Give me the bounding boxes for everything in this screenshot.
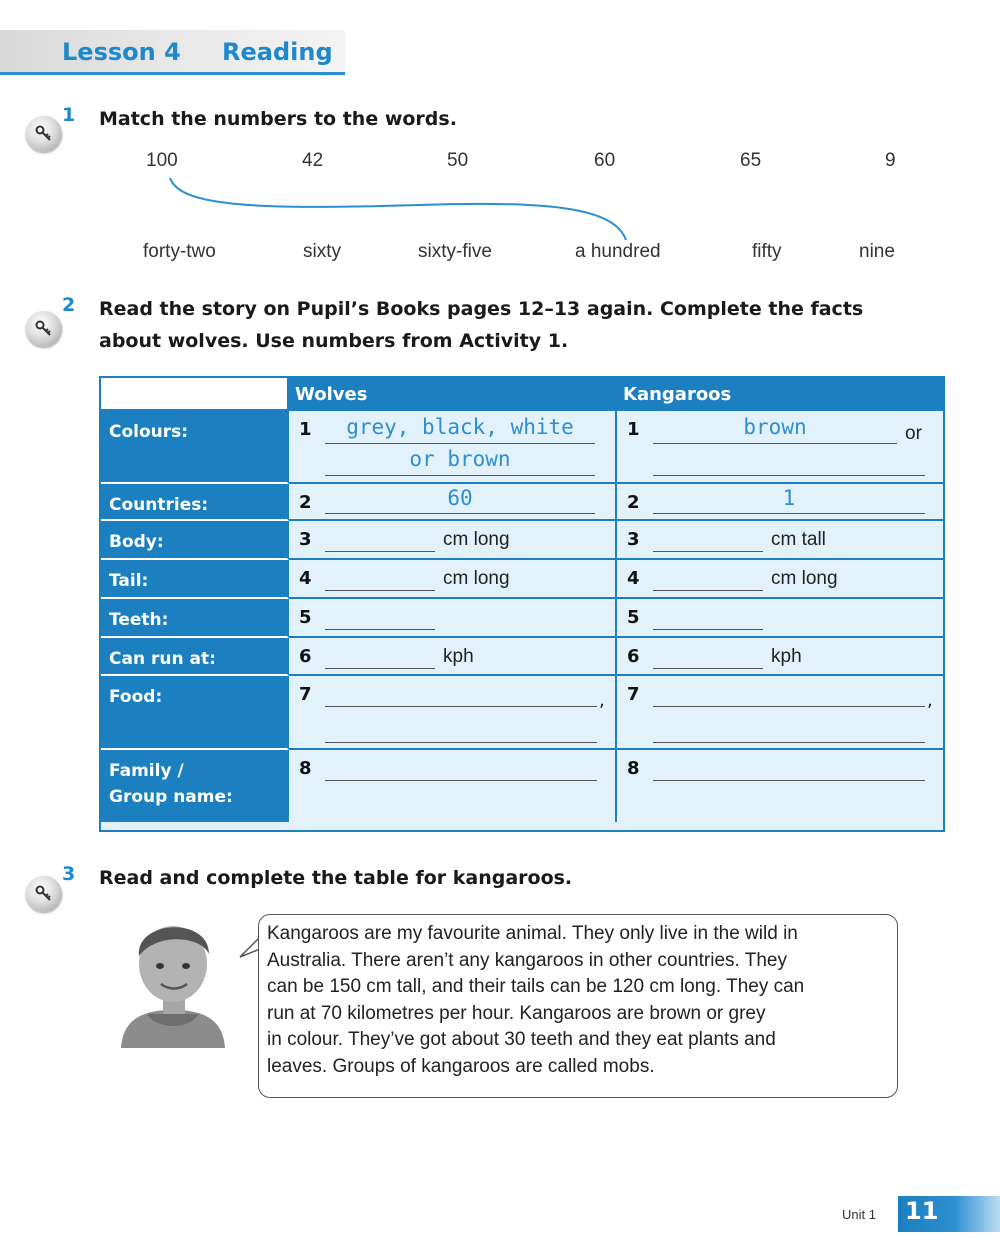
answer-cell (289, 638, 617, 676)
item-number: 2 (299, 492, 312, 513)
answer-cell (617, 411, 943, 484)
answer-blank (325, 551, 435, 552)
key-icon (26, 311, 62, 347)
item-number: 8 (299, 758, 312, 779)
item-number: 8 (627, 758, 640, 779)
answer-cell (617, 750, 943, 822)
lesson-number: Lesson 4 (62, 38, 181, 66)
item-number: 7 (627, 684, 640, 705)
item-number: 5 (627, 607, 640, 628)
word-item: sixty-five (418, 241, 492, 262)
activity-1-instruction: Match the numbers to the words. (99, 108, 457, 130)
answer-cell (289, 750, 617, 822)
answer-blank (325, 742, 597, 743)
answer-cell (617, 560, 943, 599)
handwritten-answer: grey, black, white (346, 415, 574, 439)
unit-label: cm long (771, 568, 838, 589)
unit-label: cm long (443, 568, 510, 589)
item-number: 6 (299, 646, 312, 667)
item-number: 7 (299, 684, 312, 705)
handwritten-answer: brown (743, 415, 807, 439)
word-item: a hundred (575, 241, 661, 262)
column-header-kangaroos: Kangaroos (617, 378, 943, 411)
row-label-can-run-at: Can run at: (101, 638, 289, 676)
bubble-line: leaves. Groups of kangaroos are called mobs. (267, 1055, 655, 1077)
handwritten-answer: 60 (447, 486, 473, 510)
row-label-colours: Colours: (101, 411, 289, 484)
handwritten-answer: 1 (782, 486, 796, 510)
row-label-tail: Tail: (101, 560, 289, 599)
answer-blank (653, 780, 925, 781)
item-number: 2 (627, 492, 640, 513)
answer-blank (325, 706, 597, 707)
answer-cell (289, 560, 617, 599)
bubble-line: can be 150 cm tall, and their tails can be 120 cm long. They can (267, 976, 805, 997)
row-label-body: Body: (101, 521, 289, 560)
word-item: sixty (303, 241, 341, 262)
word-item: fifty (752, 241, 782, 262)
row-label-teeth: Teeth: (101, 599, 289, 638)
word-item: forty-two (143, 241, 216, 262)
item-number: 3 (627, 529, 640, 550)
answer-cell (289, 599, 617, 638)
item-number: 4 (627, 568, 640, 589)
item-number: 1 (299, 419, 312, 440)
comma: , (927, 690, 933, 711)
answer-blank (653, 513, 925, 514)
answer-blank (325, 590, 435, 591)
example-match-line (0, 0, 1000, 260)
or-suffix: or (905, 423, 922, 444)
item-number: 5 (299, 607, 312, 628)
activity-2-instruction-line2: about wolves. Use numbers from Activity 1. (99, 330, 569, 352)
row-label-family-group (101, 750, 289, 822)
lesson-title: Reading (222, 38, 333, 66)
answer-blank (653, 443, 897, 444)
row-label-countries: Countries: (101, 484, 289, 521)
word-item: nine (859, 241, 895, 262)
number-item: 42 (302, 150, 324, 171)
number-item: 9 (885, 150, 896, 171)
activity-3-instruction: Read and complete the table for kangaroos. (99, 867, 573, 889)
answer-cell (617, 484, 943, 521)
bubble-line: in colour. They’ve got about 30 teeth and they eat plants and (267, 1029, 776, 1050)
number-item: 50 (447, 150, 469, 171)
answer-cell (289, 676, 617, 750)
answer-blank (653, 551, 763, 552)
number-item: 100 (146, 150, 178, 171)
answer-cell (617, 676, 943, 750)
bubble-line: Kangaroos are my favourite animal. They only live in the wild in (267, 923, 798, 944)
answer-blank (325, 475, 595, 476)
item-number: 6 (627, 646, 640, 667)
activity-2-number: 2 (62, 294, 76, 316)
unit-label: kph (443, 646, 474, 667)
table-corner (101, 378, 289, 411)
answer-blank (325, 668, 435, 669)
row-label-line1: Family / (109, 761, 184, 781)
answer-cell (617, 638, 943, 676)
unit-label: cm tall (771, 529, 826, 550)
answer-blank (653, 475, 925, 476)
activity-1-number: 1 (62, 104, 76, 126)
bubble-line: run at 70 kilometres per hour. Kangaroos are brown or grey (267, 1002, 766, 1024)
comma: , (599, 690, 605, 711)
item-number: 3 (299, 529, 312, 550)
unit-label: cm long (443, 529, 510, 550)
unit-label: kph (771, 646, 802, 667)
column-header-wolves: Wolves (289, 378, 617, 411)
answer-blank (653, 590, 763, 591)
boy-photo (117, 910, 229, 1050)
answer-blank (653, 668, 763, 669)
answer-blank (653, 629, 763, 630)
handwritten-answer: or brown (409, 447, 511, 471)
answer-blank (325, 780, 597, 781)
answer-cell (289, 521, 617, 560)
key-icon (26, 876, 62, 912)
unit-label: Unit 1 (842, 1207, 876, 1222)
page-number: 11 (905, 1197, 939, 1225)
item-number: 1 (627, 419, 640, 440)
bubble-line: Australia. There aren’t any kangaroos in other countries. They (267, 949, 787, 971)
speech-bubble (258, 914, 898, 1098)
answer-blank (325, 513, 595, 514)
answer-blank (653, 706, 925, 707)
number-item: 60 (594, 150, 616, 171)
answer-cell (617, 521, 943, 560)
number-item: 65 (740, 150, 762, 171)
row-label-line2: Group name: (109, 787, 233, 807)
answer-blank (653, 742, 925, 743)
answer-blank (325, 443, 595, 444)
activity-3-number: 3 (62, 863, 76, 885)
row-label-food: Food: (101, 676, 289, 750)
answer-blank (325, 629, 435, 630)
answer-cell (289, 411, 617, 484)
item-number: 4 (299, 568, 312, 589)
activity-2-instruction-line1: Read the story on Pupil’s Books pages 12–13 again. Complete the facts (99, 298, 864, 320)
facts-table (99, 376, 945, 832)
answer-cell (617, 599, 943, 638)
answer-cell (289, 484, 617, 521)
